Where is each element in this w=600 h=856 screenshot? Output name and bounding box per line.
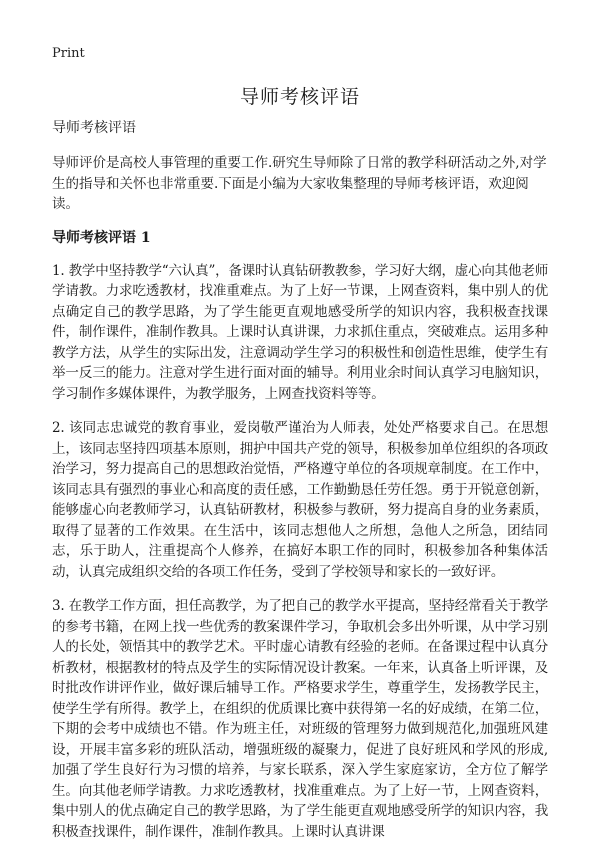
- section-heading: 导师考核评语 1: [52, 229, 151, 246]
- paragraph-1: 1. 教学中坚持教学“六认真”，备课时认真钻研教教参，学习好大纲，虚心向其他老师学请教。力求吃透教材，找准重难点。为了上好一节课，上网查资料，集中别人的优点确定自己的教学思路，为了学生能更直观地感受所学的知识内容，我积极查找课件，制作课件，准制作教具。上课时认真讲课，力求抓住重点，突破难点。运用多种教学方法，从学生的实际出发，注意调动学生学习的积极性和创造性思维，使学生有举一反三的能力。注意对学生进行面对面的辅导。利用业余时间认真学习电脑知识，学习制作多媒体课件，为教学服务，上网查找资料等等。: [52, 262, 548, 402]
- page-title: 导师考核评语: [239, 86, 360, 108]
- paragraph-3: 3. 在教学工作方面，担任高教学，为了把自己的教学水平提高，坚持经常看关于教学的参考书籍，在网上找一些优秀的教案课件学习，争取机会多出外听课，从中学习别人的长处，领悟其中的教学艺术。平时虚心请教有经验的老师。在备课过程中认真分析教材，根据教材的特点及学生的实际情况设计教案。一年来，认真备上听评课，及时批改作讲评作业，做好课后辅导工作。严格要求学生，尊重学生，发扬教学民主，使学生学有所得。教学上，在组织的优质课比赛中获得第一名的好成绩，在第二位，下期的会考中成绩也不错。作为班主任，对班级的管理努力做到规范化,加强班风建设，开展丰富多彩的班队活动，增强班级的凝聚力，促进了良好班风和学风的形成,加强了学生良好行为习惯的培养，与家长联系，深入学生家庭家访，全方位了解学生。向其他老师学请教。力求吃透教材，找准重难点。为了上好一节，上网查资料，集中别人的优点确定自己的教学思路，为了学生能更直观地感受所学的知识内容，我积极查找课件，制作课件，准制作教具。上课时认真讲课: [52, 598, 548, 840]
- document-subtitle: 导师考核评语: [52, 120, 136, 136]
- intro-paragraph: 导师评价是高校人事管理的重要工作.研究生导师除了日常的教学科研活动之外,对学生的指导和关怀也非常重要.下面是小编为大家收集整理的导师考核评语，欢迎阅读。: [52, 155, 547, 212]
- paragraph-2: 2. 该同志忠诚党的教育事业，爱岗敬严谨治为人师表，处处严格要求自己。在思想上，该同志坚持四项基本原则，拥护中国共产党的领导，积极参加单位组织的各项政治学习，努力提高自己的思想政治觉悟，严格遵守单位的各项规章制度。在工作中，该同志具有强烈的事业心和高度的责任感，工作勤勤恳任劳任怨。勇于开锐意创新，能够虚心向老教师学习，认真钻研教材，积极参与教研，努力提高自身的业务素质，取得了显著的工作效果。在生活中，该同志想他人之所想，急他人之所急，团结同志，乐于助人，注重提高个人修养，在搞好本职工作的同时，积极参加各种集体活动，认真完成组织交给的各项工作任务，受到了学校领导和家长的一致好评。: [52, 420, 548, 580]
- document-body: [52, 118, 548, 856]
- print-link[interactable]: Print: [52, 46, 85, 61]
